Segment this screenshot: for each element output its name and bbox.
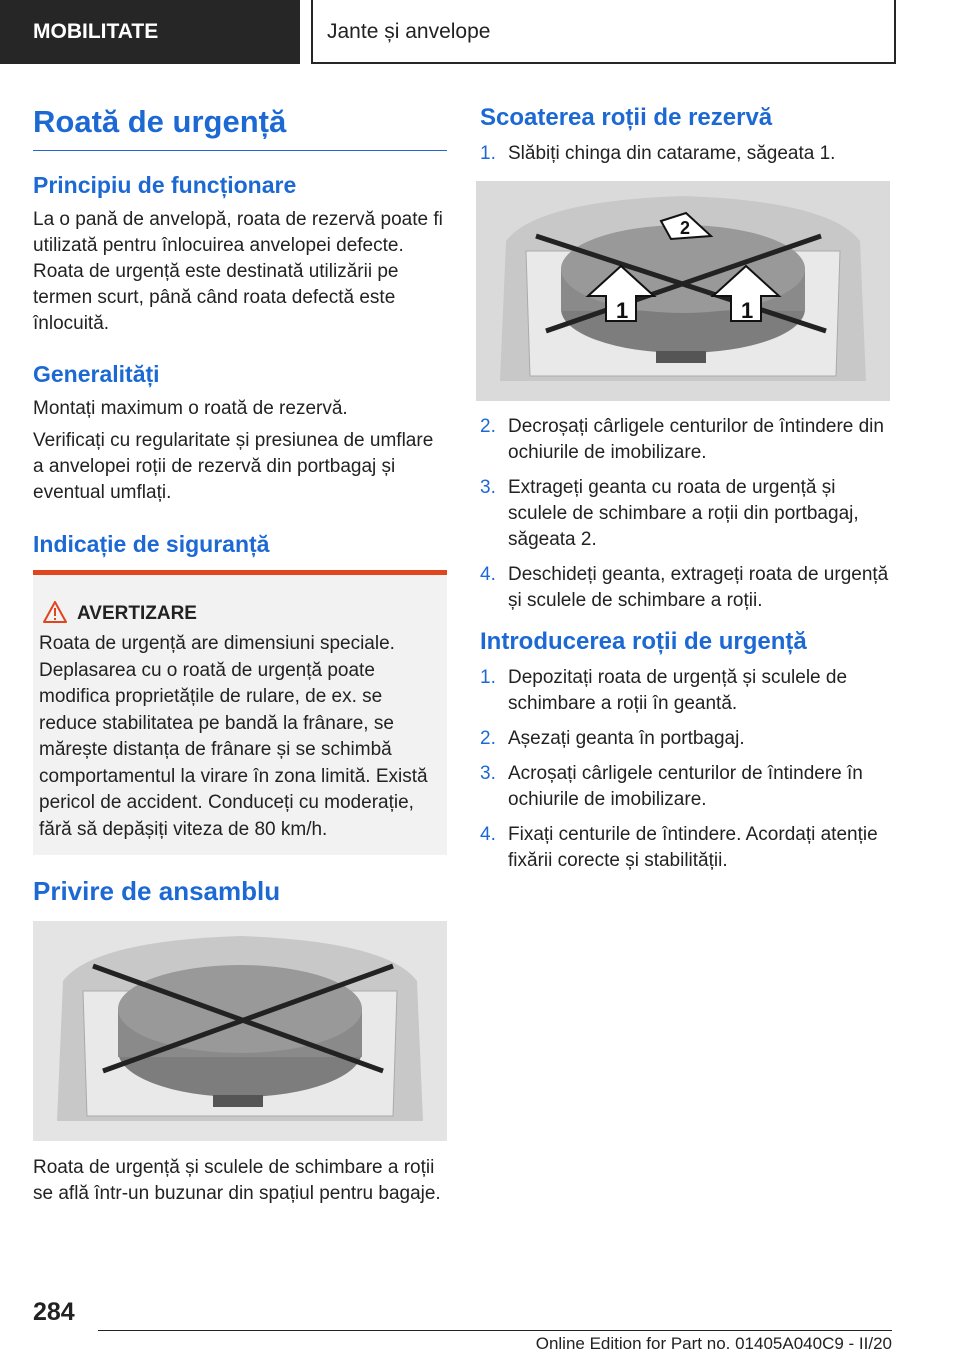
- step-number: 2.: [480, 416, 496, 437]
- arrow-label-1a: 1: [616, 298, 629, 323]
- removal-step-3: [480, 475, 892, 553]
- step-text: Slăbiți chinga din catarame, săgeata 1.: [508, 143, 836, 164]
- strap-release-image: [476, 181, 890, 401]
- overview-heading: Privire de ansamblu: [33, 876, 281, 906]
- step-text: Fixați centurile de întindere. Acordați atenție fixării corecte și stabilității.: [508, 824, 878, 871]
- insertion-heading: Introducerea roții de urgență: [480, 628, 807, 655]
- safety-heading: Indicație de siguranță: [33, 531, 270, 557]
- step-number: 3.: [480, 763, 496, 784]
- step-text: Acroșați cârligele centurilor de întindere în ochiurile de imobilizare.: [508, 763, 863, 810]
- overview-caption: Roata de urgență și sculele de schimbare a roții se află într-un buzunar din spațiul pentru bagaje.: [33, 1157, 441, 1204]
- removal-step-4: [480, 562, 892, 614]
- step-number: 4.: [480, 824, 496, 845]
- insertion-step-1: [480, 665, 892, 717]
- step-number: 1.: [480, 667, 496, 688]
- step-number: 4.: [480, 564, 496, 585]
- trunk-overview-illustration: [33, 921, 447, 1141]
- section-tab[interactable]: MOBILITATE: [0, 0, 300, 64]
- step-text: Deschideți geanta, extrageți roata de urgență și sculele de schimbare a roții.: [508, 564, 889, 611]
- removal-heading: Scoaterea roții de rezervă: [480, 104, 773, 131]
- step-text: Extrageți geanta cu roata de urgență și sculele de schimbare a roții din portbagaj, săgeata 2.: [508, 477, 859, 550]
- header-bar: [0, 0, 960, 66]
- footer-edition: Online Edition for Part no. 01405A040C9 - II/20: [535, 1334, 892, 1353]
- step-number: 3.: [480, 477, 496, 498]
- insertion-step-list: [480, 665, 892, 883]
- page-title: Roată de urgență: [33, 104, 447, 151]
- warning-box: [33, 570, 447, 855]
- removal-step-list-1: [480, 141, 892, 176]
- general-text-2: Verificați cu regularitate și presiunea de umflare a anvelopei roții de rezervă din portbagaj și eventual umflați.: [33, 430, 434, 503]
- insertion-step-3: [480, 761, 892, 813]
- general-heading: Generalități: [33, 361, 160, 387]
- insertion-step-2: [480, 726, 892, 752]
- principle-heading: Principiu de funcționare: [33, 172, 297, 198]
- page-number: 284: [33, 1298, 75, 1326]
- insertion-step-4: [480, 822, 892, 874]
- removal-step-1: [480, 141, 892, 167]
- removal-step-2: [480, 414, 892, 466]
- principle-text: La o pană de anvelopă, roata de rezervă poate fi utilizată pentru înlocuirea anvelopei defecte. Roata de urgență este destinată utilizării pe termen scurt, până când roata defectă este înlocuită.: [33, 209, 443, 334]
- general-text-1: Montați maximum o roată de rezervă.: [33, 398, 348, 419]
- arrow-label-1b: 1: [741, 298, 754, 323]
- warning-text: Roata de urgență are dimensiuni speciale. Deplasarea cu o roată de urgență poate modifica proprietățile de rulare, de ex. se reduce stabilitatea pe bandă la frânare, se mărește distanța de frânare și se schimbă comportamentul la virare în zona limită. Există pericol de accident. Conduceți cu moderație, fără să depășiți viteza de 80 km/h.: [39, 633, 428, 840]
- step-text: Depozitați roata de urgență și sculele de schimbare a roții în geantă.: [508, 667, 848, 714]
- trunk-overview-image: [33, 921, 447, 1141]
- step-number: 2.: [480, 728, 496, 749]
- chapter-tab[interactable]: Jante și anvelope: [311, 0, 896, 64]
- arrow-label-2: 2: [680, 218, 691, 238]
- warning-title: AVERTIZARE: [77, 603, 197, 624]
- footer-divider: [98, 1330, 892, 1331]
- removal-step-list-2: [480, 414, 892, 623]
- step-text: Așezați geanta în portbagaj.: [508, 728, 745, 749]
- step-number: 1.: [480, 143, 496, 164]
- step-text: Decroșați cârligele centurilor de întindere din ochiurile de imobilizare.: [508, 416, 884, 463]
- strap-release-illustration: [476, 181, 890, 401]
- warning-triangle-icon: [43, 601, 67, 623]
